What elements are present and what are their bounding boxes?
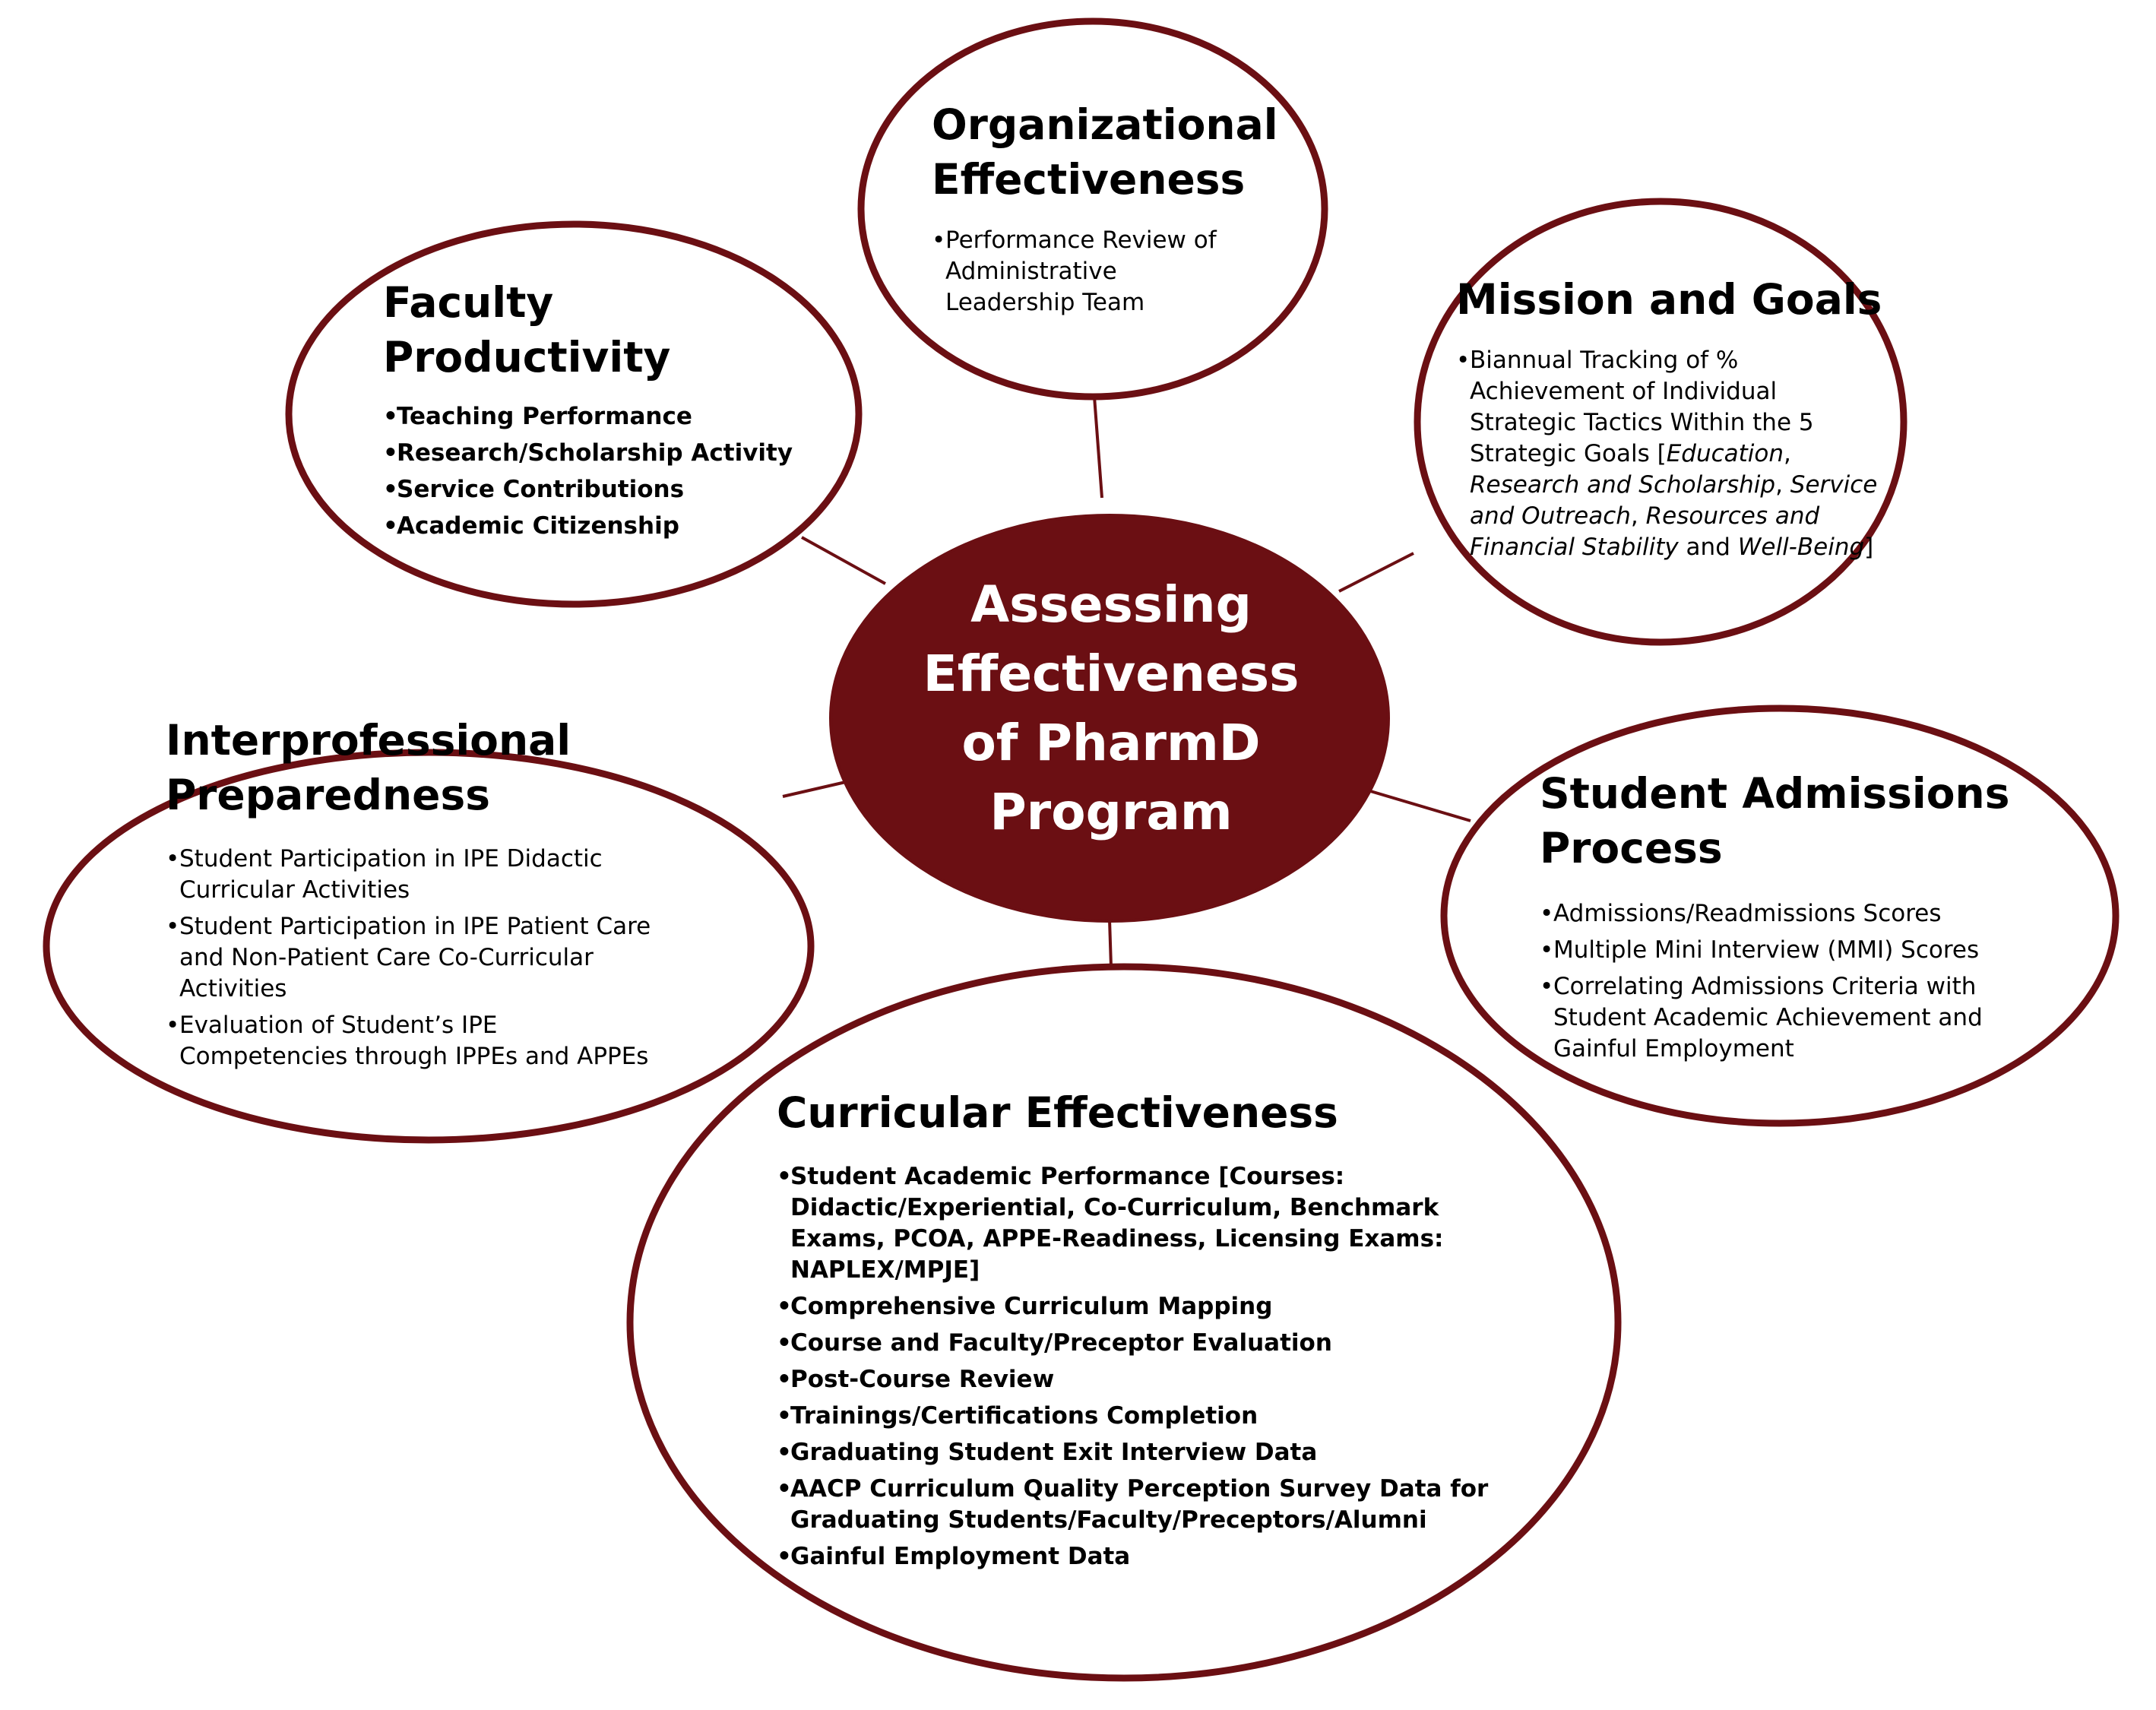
title-line: Process: [1540, 824, 1723, 872]
bullet-item: [1456, 345, 1882, 563]
center-title-line: Assessing: [970, 575, 1252, 634]
bullet-item: • Post-Course Review: [777, 1364, 1491, 1395]
node-title: [166, 713, 698, 822]
node-mission: [1456, 272, 1889, 568]
bracket-close: ]: [1864, 534, 1874, 561]
center-title-line: Program: [989, 783, 1233, 841]
bullet-item: • Student Academic Performance [Courses: Didactic/Experiential, Co-Curriculum, Benchmark Exams, PCOA, APPE-Readiness, Licensing Exams: NAPLEX/MPJE]: [777, 1161, 1491, 1286]
center-title-line: of PharmD: [961, 714, 1261, 772]
node-admissions: [1540, 766, 2056, 1070]
bullet-list: [1540, 898, 2011, 1065]
bullet-item: • Research/Scholarship Activity: [383, 438, 809, 469]
title-line: Interprofessional: [166, 716, 571, 765]
bullet-item: • Admissions/Readmissions Scores: [1540, 898, 2011, 929]
bullet-item: • Graduating Student Exit Interview Data: [777, 1437, 1491, 1468]
node-title: [1456, 272, 1889, 327]
title-line: Faculty: [383, 278, 554, 327]
bullet-item: • Evaluation of Student’s IPE Competencies through IPPEs and APPEs: [166, 1010, 667, 1072]
title-line: Effectiveness: [932, 155, 1246, 204]
bullet-item: • AACP Curriculum Quality Perception Survey Data for Graduating Students/Faculty/Preceptors/Alumni: [777, 1474, 1491, 1536]
connector-organizational: [1094, 397, 1102, 498]
separator: ,: [1775, 471, 1790, 499]
bullet-item: • Service Contributions: [383, 474, 809, 505]
bullet-item: • Academic Citizenship: [383, 511, 809, 542]
bullet-item: • Multiple Mini Interview (MMI) Scores: [1540, 935, 2011, 966]
node-organizational: [932, 97, 1281, 324]
goal-education: Education: [1666, 440, 1784, 467]
bullet-list: [383, 401, 809, 542]
node-curricular: [777, 1085, 1506, 1578]
bullet-item: • Correlating Admissions Criteria with Student Academic Achievement and Gainful Employment: [1540, 971, 2011, 1065]
goal-wellbeing: Well-Being: [1737, 534, 1865, 561]
connector-curricular: [1110, 920, 1111, 967]
title-line: Preparedness: [166, 771, 490, 819]
bullet-list: [1456, 345, 1882, 563]
title-line: Mission and Goals: [1456, 275, 1882, 324]
separator: ,: [1784, 440, 1791, 467]
separator: and: [1678, 534, 1738, 561]
node-faculty: [383, 275, 809, 547]
bullet-item: • Gainful Employment Data: [777, 1541, 1491, 1572]
node-title: [932, 97, 1281, 207]
separator: ,: [1630, 502, 1646, 530]
goal-service: Service and Outreach: [1470, 471, 1878, 530]
goal-research: Research and Scholarship: [1470, 471, 1776, 499]
title-line: Productivity: [383, 333, 671, 382]
title-line: Organizational: [932, 100, 1278, 149]
mission-lead: Biannual Tracking of % Achievement of Individual Strategic Tactics Within the 5 Strategic Goals [: [1470, 347, 1814, 467]
bullet-item: • Student Participation in IPE Patient Care and Non-Patient Care Co-Curricular Activities: [166, 911, 667, 1005]
title-line: Curricular Effectiveness: [777, 1088, 1338, 1137]
node-title: [1540, 766, 2056, 876]
bullet-item: • Teaching Performance: [383, 401, 809, 432]
bullet-item: • Performance Review of Administrative Leadership Team: [932, 225, 1236, 318]
bullet-item: • Trainings/Certifications Completion: [777, 1401, 1491, 1432]
node-interprofessional: [166, 713, 698, 1078]
center-title: [830, 570, 1392, 847]
center-title-line: Effectiveness: [923, 644, 1300, 703]
bullet-item: • Student Participation in IPE Didactic Curricular Activities: [166, 844, 667, 906]
title-line: Student Admissions: [1540, 769, 2010, 818]
bullet-list: [777, 1161, 1491, 1572]
bullet-list: [932, 225, 1236, 318]
goal-resources: Resources and Financial Stability: [1470, 502, 1820, 561]
bullet-item: • Course and Faculty/Preceptor Evaluation: [777, 1328, 1491, 1359]
bullet-list: [166, 844, 667, 1072]
node-title: [383, 275, 809, 385]
node-title: [777, 1085, 1506, 1140]
bullet-item: • Comprehensive Curriculum Mapping: [777, 1291, 1491, 1322]
